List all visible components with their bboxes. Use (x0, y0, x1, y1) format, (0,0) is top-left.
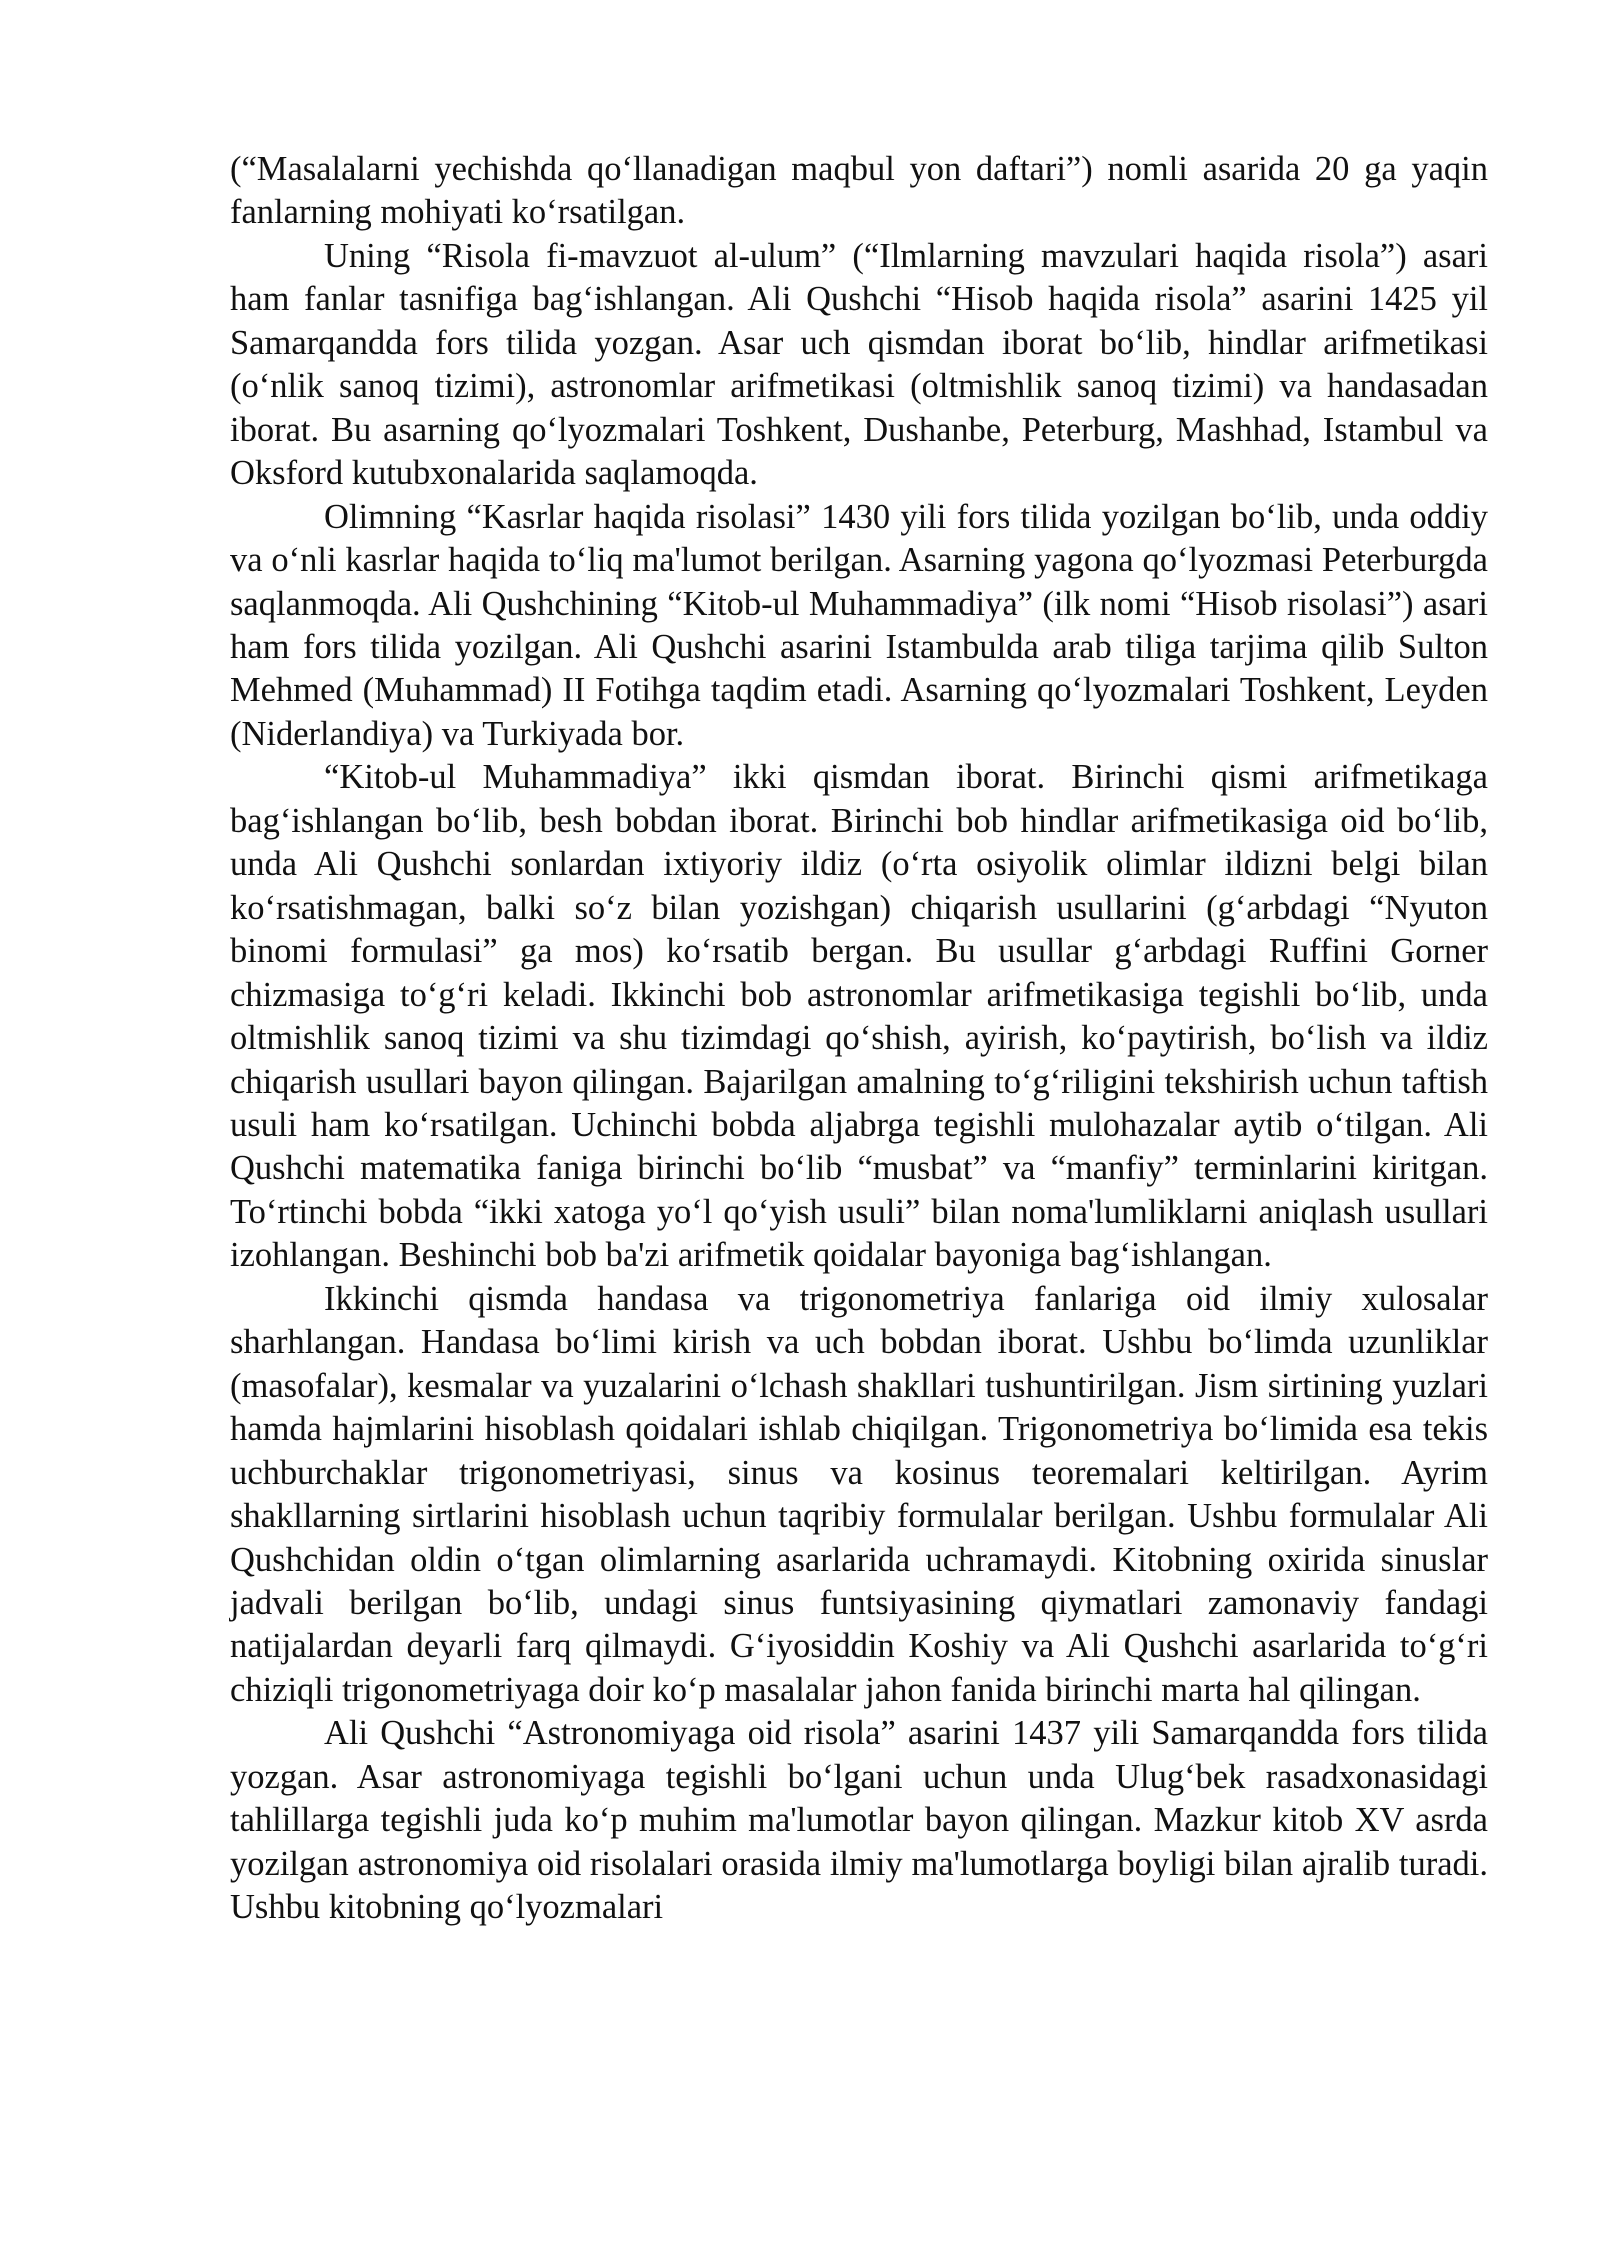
paragraph-1: (“Masalalarni yechishda qo‘llanadigan maqbul yon daftari”) nomli asarida 20 ga yaqin fanlarning mohiyati ko‘rsatilgan. (230, 150, 1488, 232)
paragraph-2: Uning “Risola fi-mavzuot al-ulum” (“Ilmlarning mavzulari haqida risola”) asari ham fanlar tasnifiga bag‘ishlangan. Ali Qushchi “Hisob haqida risola” asarini 1425 yil Samarqandda fors tilida yozgan. Asar uch qismdan iborat bo‘lib, hindlar arifmetikasi (o‘nlik sanoq tizimi), astronomlar arifmetikasi (oltmishlik sanoq tizimi) va handasadan iborat. Bu asarning qo‘lyozmalari Toshkent, Dushanbe, Peterburg, Mashhad, Istambul va Oksford kutubxonalarida saqlamoqda. (230, 236, 1488, 493)
document-page (230, 148, 1488, 1930)
paragraph-5: Ikkinchi qismda handasa va trigonometriya fanlariga oid ilmiy xulosalar sharhlangan. Handasa bo‘limi kirish va uch bobdan iborat. Ushbu bo‘limda uzunliklar (masofalar), kesmalar va yuzalarini o‘lchash shakllari tushuntirilgan. Jism sirtining yuzlari hamda hajmlarini hisoblash qoidalari ishlab chiqilgan. Trigonometriya bo‘limida esa tekis uchburchaklar trigonometriyasi, sinus va kosinus teoremalari keltirilgan. Ayrim shakllarning sirtlarini hisoblash uchun taqribiy formulalar berilgan. Ushbu formulalar Ali Qushchidan oldin o‘tgan olimlarning asarlarida uchramaydi. Kitobning oxirida sinuslar jadvali berilgan bo‘lib, undagi sinus funtsiyasining qiymatlari zamonaviy fandagi natijalardan deyarli farq qilmaydi. G‘iyosiddin Koshiy va Ali Qushchi asarlarida to‘g‘ri chiziqli trigonometriyaga doir ko‘p masalalar jahon fanida birinchi marta hal qilingan. (230, 1279, 1488, 1709)
paragraph-4: “Kitob-ul Muhammadiya” ikki qismdan iborat. Birinchi qismi arifmetikaga bag‘ishlangan bo‘lib, besh bobdan iborat. Birinchi bob hindlar arifmetikasiga oid bo‘lib, unda Ali Qushchi sonlardan ixtiyoriy ildiz (o‘rta osiyolik olimlar ildizni belgi bilan ko‘rsatishmagan, balki so‘z bilan yozishgan) chiqarish usullarini (g‘arbdagi “Nyuton binomi formulasi” ga mos) ko‘rsatib bergan. Bu usullar g‘arbdagi Ruffini Gorner chizmasiga to‘g‘ri keladi. Ikkinchi bob astronomlar arifmetikasiga tegishli bo‘lib, unda oltmishlik sanoq tizimi va shu tizimdagi qo‘shish, ayirish, ko‘paytirish, bo‘lish va ildiz chiqarish usullari bayon qilingan. Bajarilgan amalning to‘g‘riligini tekshirish uchun taftish usuli ham ko‘rsatilgan. Uchinchi bobda aljabrga tegishli mulohazalar aytib o‘tilgan. Ali Qushchi matematika faniga birinchi bo‘lib “musbat” va “manfiy” terminlarini kiritgan. To‘rtinchi bobda “ikki xatoga yo‘l qo‘yish usuli” bilan noma'lumliklarni aniqlash usullari izohlangan. Beshinchi bob ba'zi arifmetik qoidalar bayoniga bag‘ishlangan. (230, 758, 1488, 1275)
paragraph-3: Olimning “Kasrlar haqida risolasi” 1430 yili fors tilida yozilgan bo‘lib, unda oddiy va o‘nli kasrlar haqida to‘liq ma'lumot berilgan. Asarning yagona qo‘lyozmasi Peterburgda saqlanmoqda. Ali Qushchining “Kitob-ul Muhammadiya” (ilk nomi “Hisob risolasi”) asari ham fors tilida yozilgan. Ali Qushchi asarini Istambulda arab tiliga tarjima qilib Sulton Mehmed (Muhammad) II Fotihga taqdim etadi. Asarning qo‘lyozmalari Toshkent, Leyden (Niderlandiya) va Turkiyada bor. (230, 497, 1488, 753)
paragraph-6: Ali Qushchi “Astronomiyaga oid risola” asarini 1437 yili Samarqandda fors tilida yozgan. Asar astronomiyaga tegishli bo‘lgani uchun unda Ulug‘bek rasadxonasidagi tahlillarga tegishli juda ko‘p muhim ma'lumotlar bayon qilingan. Mazkur kitob XV asrda yozilgan astronomiya oid risolalari orasida ilmiy ma'lumotlarga boyligi bilan ajralib turadi. Ushbu kitobning qo‘lyozmalari (230, 1714, 1488, 1927)
